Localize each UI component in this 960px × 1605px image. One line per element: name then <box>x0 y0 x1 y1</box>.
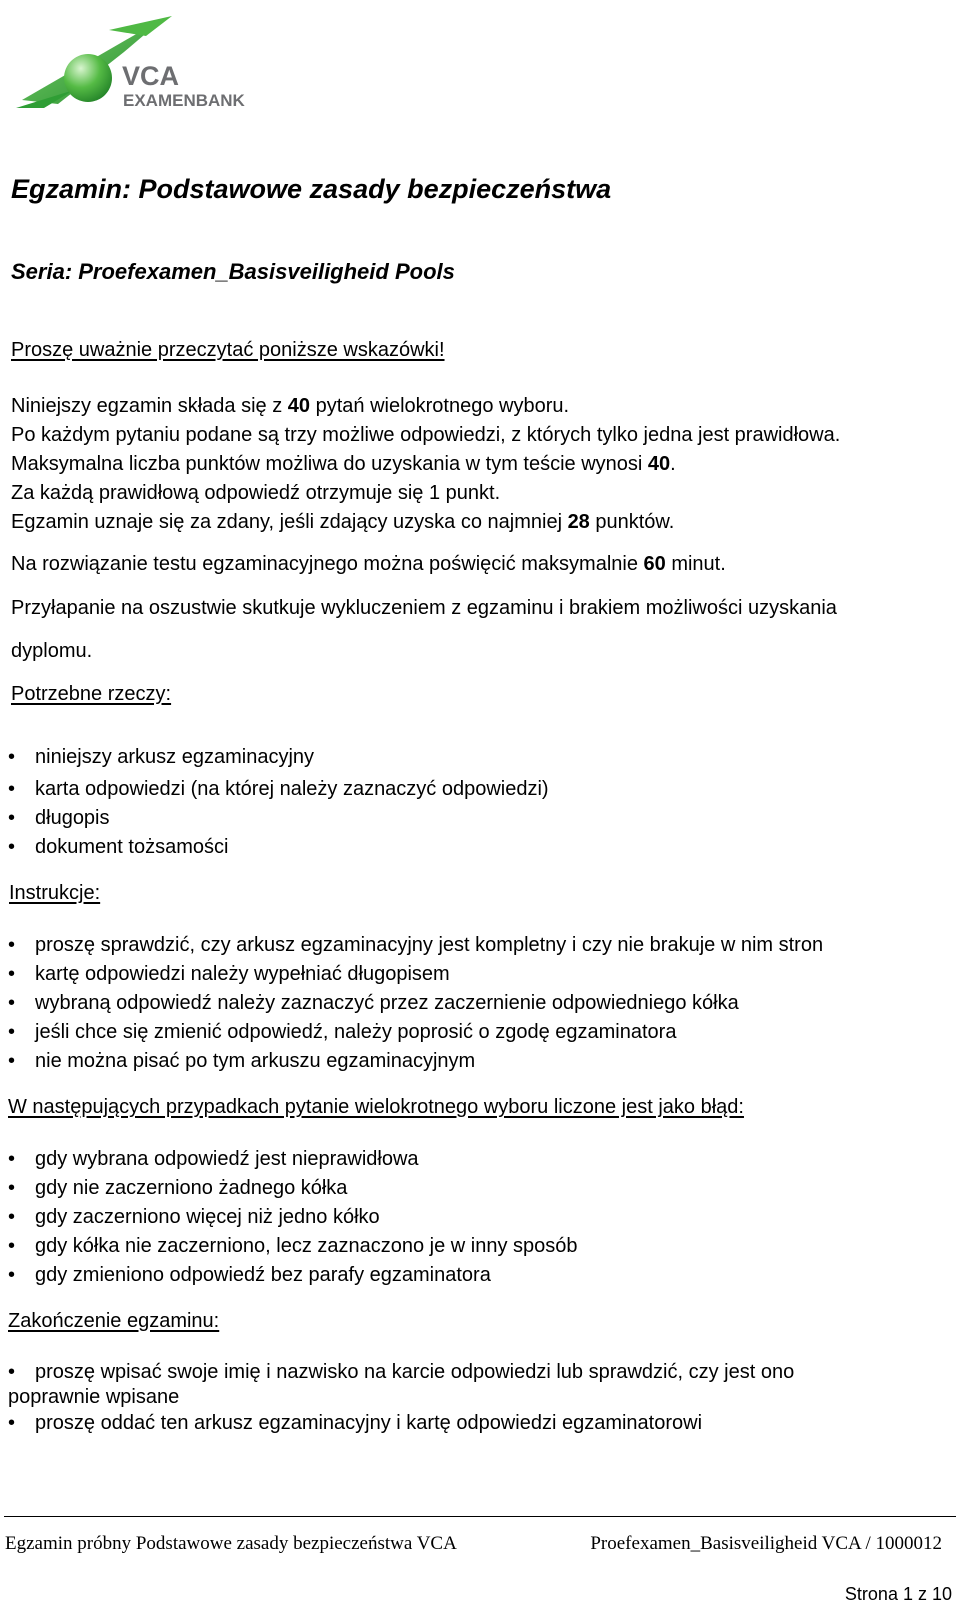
logo-examenbank-text: EXAMENBANK <box>123 91 245 110</box>
needed-heading: Potrzebne rzeczy: <box>11 683 172 705</box>
footer-divider <box>4 1516 956 1517</box>
end-heading: Zakończenie egzaminu: <box>8 1310 220 1332</box>
exam-title: Egzamin: Podstawowe zasady bezpieczeństwa <box>11 174 612 204</box>
rule-question-count: Niniejszy egzamin składa się z 40 pytań wielokrotnego wyboru. <box>11 395 570 417</box>
exam-series: Seria: Proefexamen_Basisveiligheid Pools <box>11 259 455 284</box>
footer-right: Proefexamen_Basisveiligheid VCA / 1000012 <box>590 1533 942 1554</box>
rule-answer-options: Po każdym pytaniu podane są trzy możliwe odpowiedzi, z których tylko jedna jest prawidłowa. <box>11 424 841 446</box>
page-number: Strona 1 z 10 <box>844 1584 952 1604</box>
logo-vca-text: VCA <box>122 61 180 91</box>
instructions-heading: Proszę uważnie przeczytać poniższe wskazówki! <box>11 339 445 361</box>
rule-pass-threshold: Egzamin uznaje się za zdany, jeśli zdający uzyska co najmniej 28 punktów. <box>11 511 675 533</box>
rule-cheating-cont: dyplomu. <box>11 640 93 662</box>
vca-examenbank-logo <box>14 12 284 122</box>
rule-time-limit: Na rozwiązanie testu egzaminacyjnego można poświęcić maksymalnie 60 minut. <box>11 553 726 575</box>
list-item-continuation: poprawnie wpisane <box>8 1386 180 1408</box>
rule-point-per-answer: Za każdą prawidłową odpowiedź otrzymuje się 1 punkt. <box>11 482 501 504</box>
instructions-list-heading: Instrukcje: <box>9 882 101 904</box>
errors-heading: W następujących przypadkach pytanie wielokrotnego wyboru liczone jest jako błąd: <box>8 1096 744 1118</box>
footer-left: Egzamin próbny Podstawowe zasady bezpieczeństwa VCA <box>5 1533 457 1554</box>
rule-cheating: Przyłapanie na oszustwie skutkuje wykluczeniem z egzaminu i brakiem możliwości uzyskania <box>11 597 837 619</box>
rule-max-points: Maksymalna liczba punktów możliwa do uzyskania w tym teście wynosi 40. <box>11 453 676 475</box>
